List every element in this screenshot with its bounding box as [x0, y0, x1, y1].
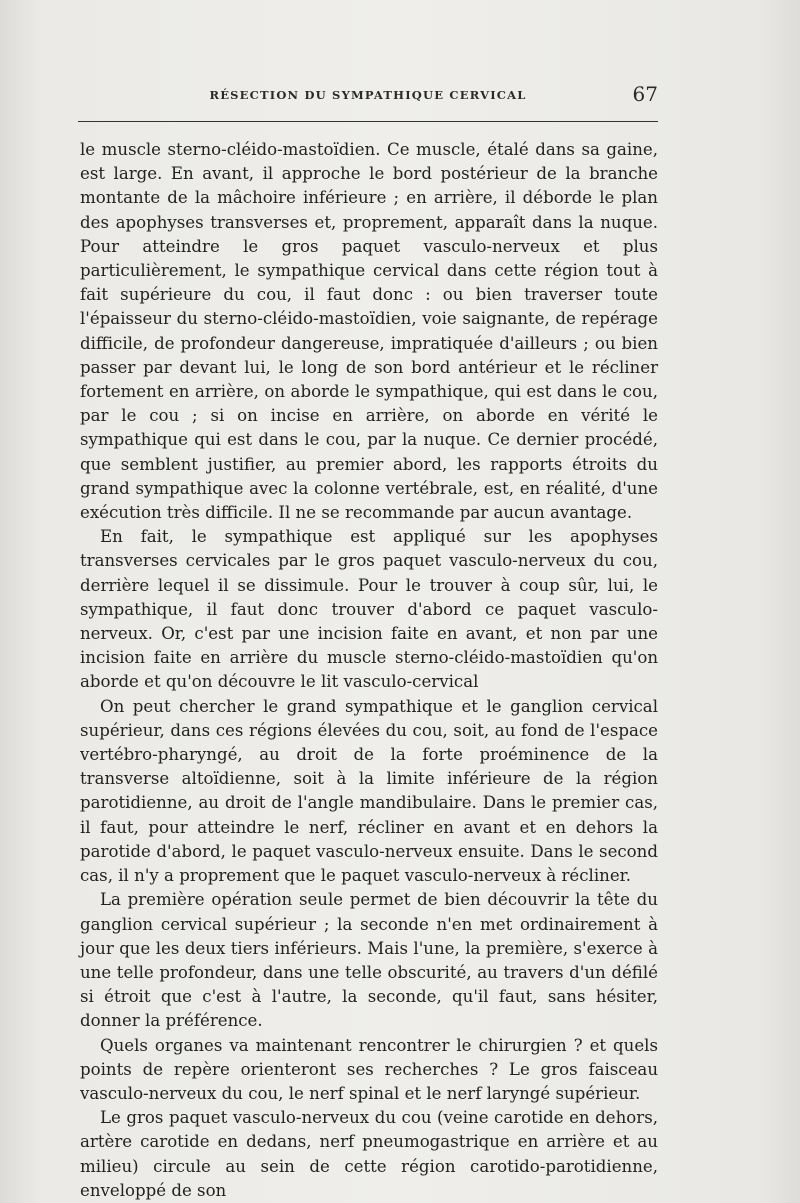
paragraph: La première opération seule permet de bien découvrir la tête du ganglion cervical supérieur ; la seconde n'en met ordinairement à jour que les deux tiers inférieurs. Mais l'une, la première, s'exerce à une telle profondeur, dans une telle obscurité, au travers d'un défilé si étroit que c'est à l'autre, la seconde, qu'il faut, sans hésiter, donner la préférence. — [80, 890, 658, 1031]
paragraph: En fait, le sympathique est appliqué sur les apophyses transverses cervicales par le gros paquet vasculo-nerveux du cou, derrière lequel il se dissimule. Pour le trouver à coup sûr, lui, le sympathique, il faut donc trouver d'abord ce paquet vasculo-nerveux. Or, c'est par une incision faite en avant, et non par une incision faite en arrière du muscle sterno-cléido-mastoïdien qu'on aborde et qu'on découvre le lit vasculo-cervical — [80, 527, 658, 692]
page-number: 67 — [632, 82, 658, 106]
paragraph: le muscle sterno-cléido-mastoïdien. Ce muscle, étalé dans sa gaine, est large. En avant, il approche le bord postérieur de la branche montante de la mâchoire inférieure ; en arrière, il déborde le plan des apophyses transverses et, proprement, apparaît dans la nuque. Pour atteindre le gros paquet vasculo-nerveux et plus particulièrement, le sympathique cervical dans cette région tout à fait supérieure du cou, il faut donc : ou bien traverser toute l'épaisseur du sterno-cléido-mastoïdien, voie saignante, de repérage difficile, de profondeur dangereuse, impratiquée d'ailleurs ; ou bien passer par devant lui, le long de son bord antérieur et le récliner fortement en arrière, on aborde le sympathique, qui est dans le cou, par le cou ; si on incise en arrière, on aborde en vérité le sympathique qui est dans le cou, par la nuque. Ce dernier procédé, que semblent justifier, au premier abord, les rapports étroits du grand sympathique avec la colonne vertébrale, est, en réalité, d'une exécution très difficile. Il ne se recommande par aucun avantage. — [80, 140, 658, 523]
paragraph: On peut chercher le grand sympathique et le ganglion cervical supérieur, dans ces régions élevées du cou, soit, au fond de l'espace vertébro-pharyngé, au droit de la forte proéminence de la transverse altoïdienne, soit à la limite inférieure de la région parotidienne, au droit de l'angle mandibulaire. Dans le premier cas, il faut, pour atteindre le nerf, récliner en avant et en dehors la parotide d'abord, le paquet vasculo-nerveux ensuite. Dans le second cas, il n'y a proprement que le paquet vasculo-nerveux à récliner. — [80, 696, 658, 886]
paragraph: Le gros paquet vasculo-nerveux du cou (veine carotide en dehors, artère carotide en dedans, nerf pneumogastrique en arrière et au milieu) circule au sein de cette région carotido-parotidienne, enveloppé de son — [80, 1108, 658, 1200]
header-rule — [78, 121, 658, 122]
page-header — [78, 82, 658, 108]
paragraph: Quels organes va maintenant rencontrer le chirurgien ? et quels points de repère orienteront ses recherches ? Le gros faisceau vasculo-nerveux du cou, le nerf spinal et le nerf laryngé supérieur. — [80, 1035, 658, 1103]
running-title: RÉSECTION DU SYMPATHIQUE CERVICAL — [209, 88, 527, 102]
body-text — [80, 138, 658, 1203]
